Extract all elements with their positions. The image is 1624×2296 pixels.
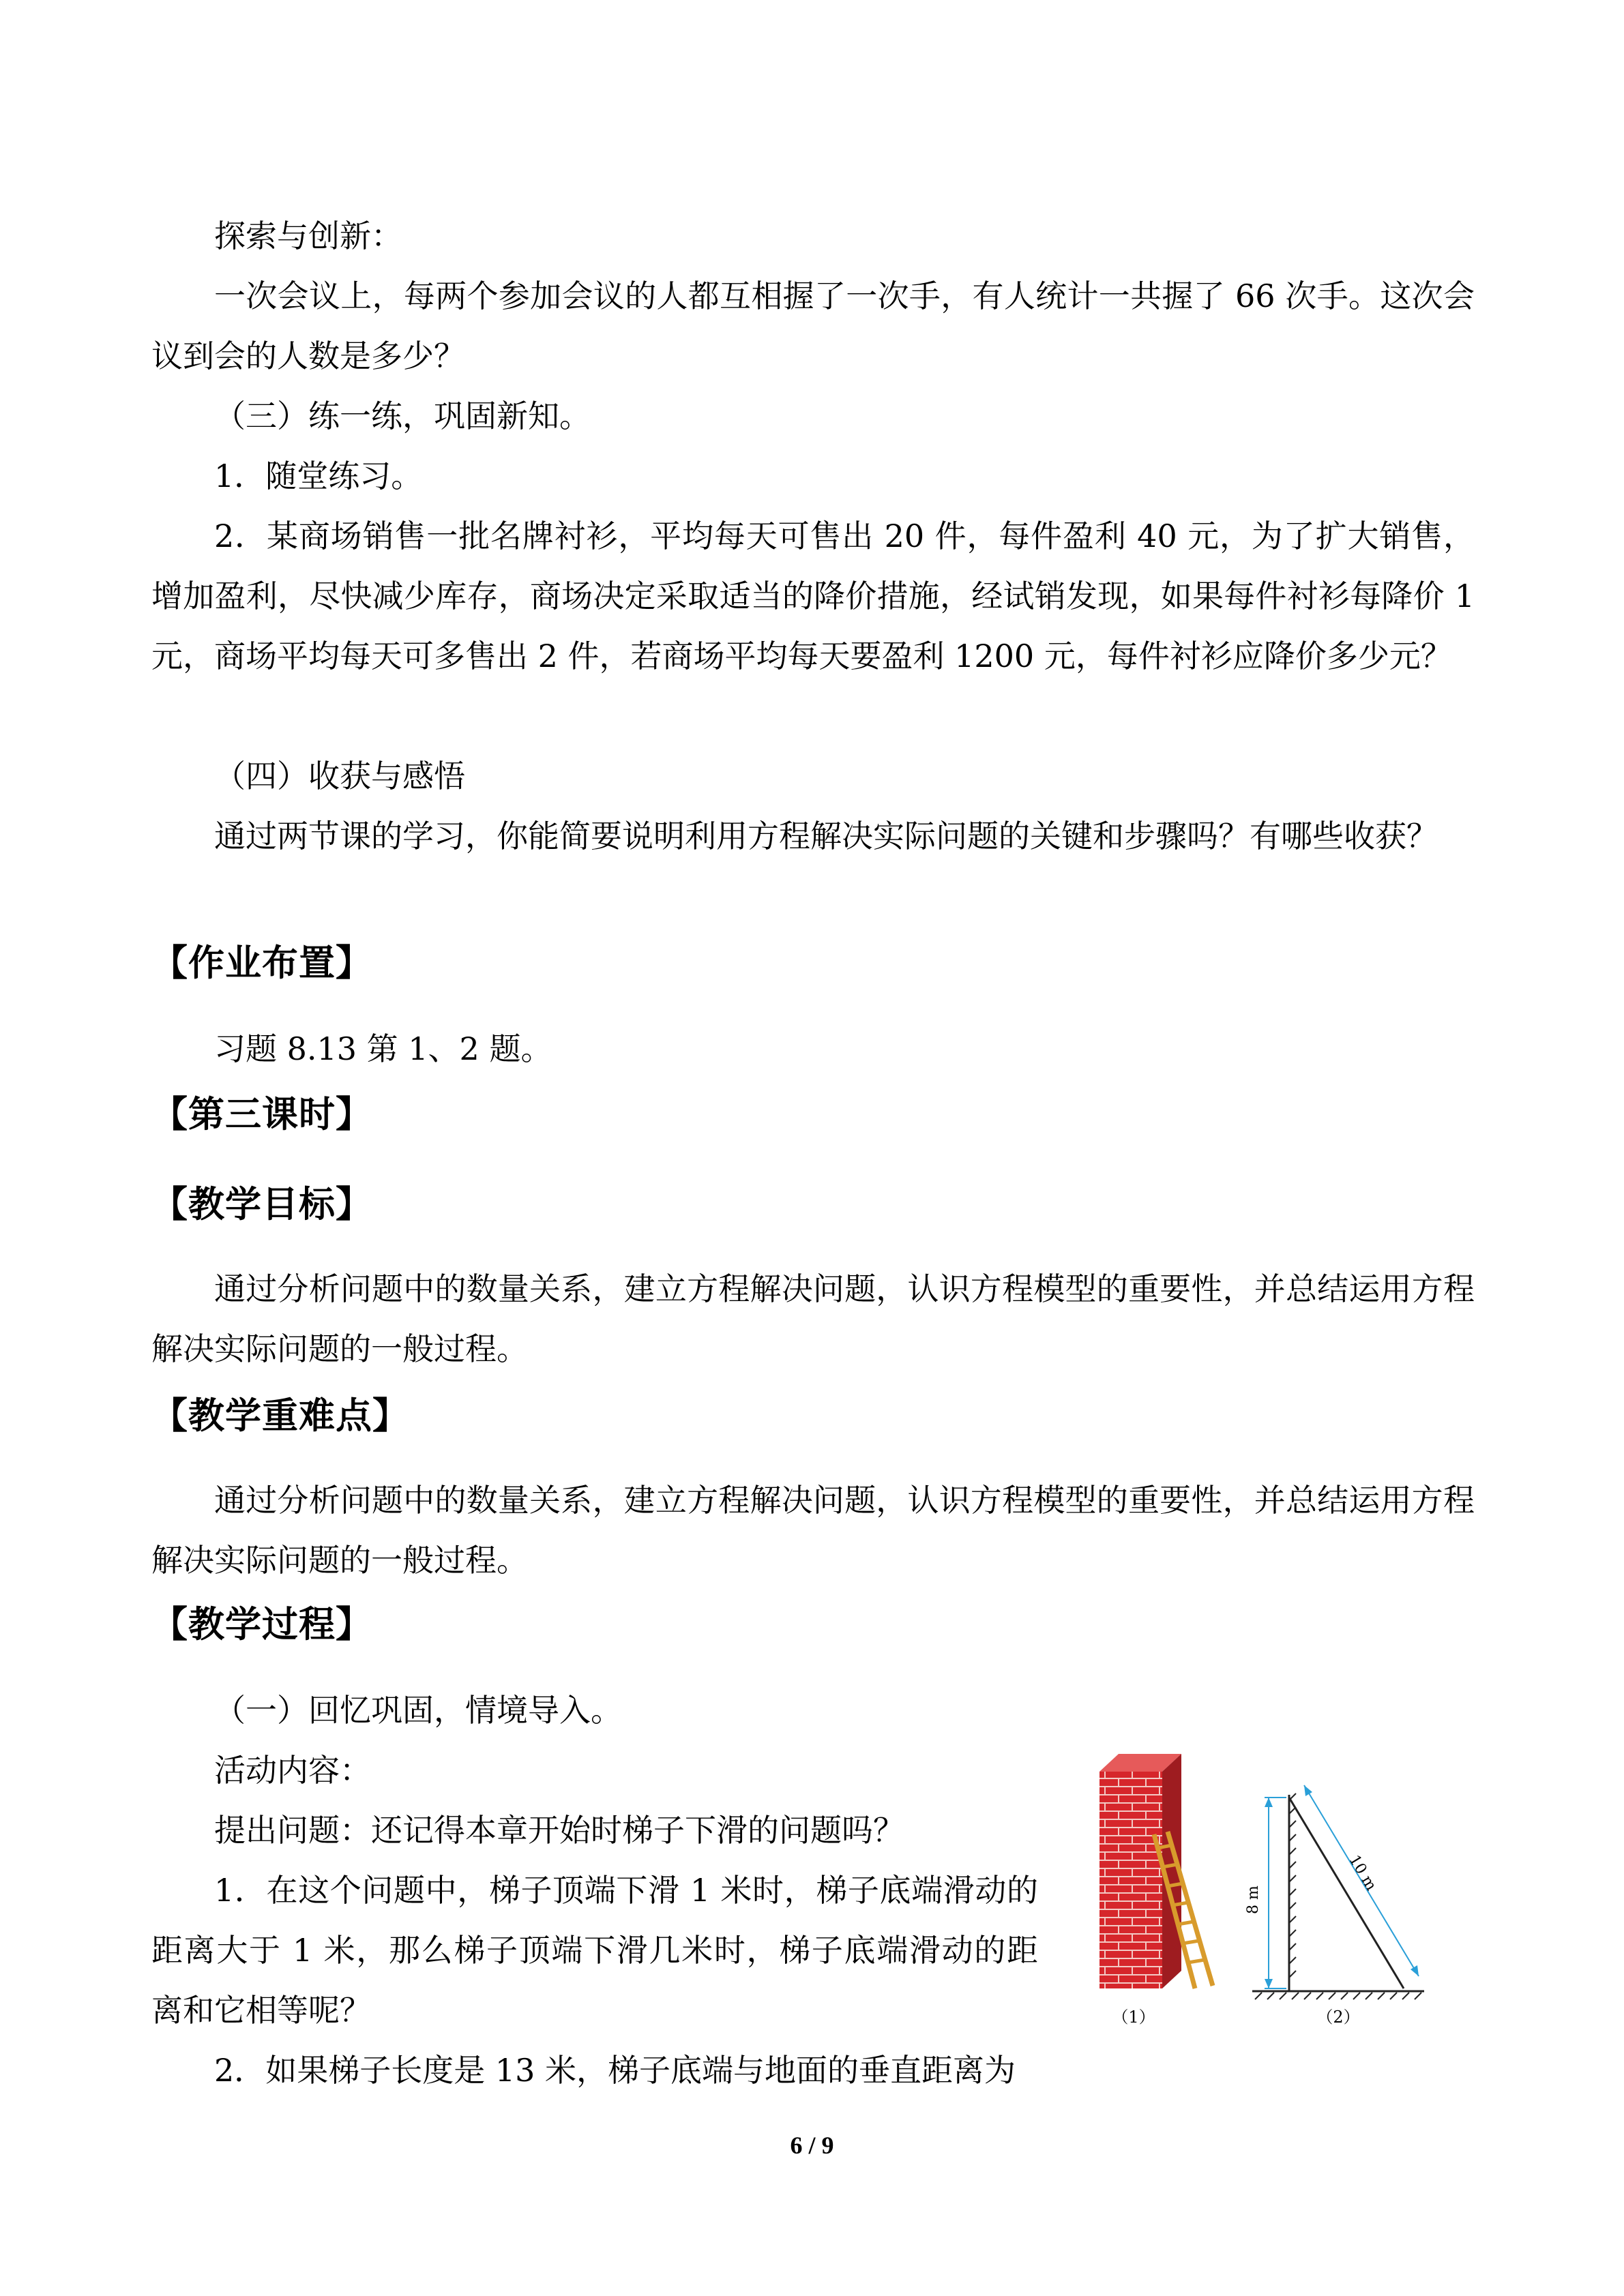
section4-body: 通过两节课的学习，你能简要说明利用方程解决实际问题的关键和步骤吗？有哪些收获？: [214, 818, 1438, 854]
section4-title: （四）收获与感悟: [214, 758, 465, 794]
goal-body: 通过分析问题中的数量关系，建立方程解决问题，认识方程模型的重要性，并总结运用方程解决实际问题的一般过程。: [151, 1270, 1475, 1367]
keypoint-body: 通过分析问题中的数量关系，建立方程解决问题，认识方程模型的重要性，并总结运用方程解决实际问题的一般过程。: [151, 1482, 1475, 1579]
review-title: （一）回忆巩固，情境导入。: [214, 1692, 622, 1729]
ladder-figure: [1091, 1746, 1432, 2032]
practice-2: 2．某商场销售一批名牌衬衫，平均每天可售出 20 件，每件盈利 40 元，为了扩大销售，增加盈利，尽快减少库存，商场决定采取适当的降价措施，经试销发现，如果每件衬衫每降价 1 元，商场平均每天可多售出 2 件，若商场平均每天要盈利 1200 元，每件衬衫应降价多少元？: [151, 518, 1475, 674]
keypoint-heading: 【教学重难点】: [151, 1395, 409, 1437]
height-label: 8 m: [1245, 1885, 1262, 1914]
page-number: 6 / 9: [790, 2132, 834, 2159]
homework-heading: 【作业布置】: [151, 942, 372, 984]
figure-label-2: （2）: [1316, 2008, 1360, 2027]
lesson3-heading: 【第三课时】: [151, 1093, 372, 1135]
process-heading: 【教学过程】: [151, 1603, 372, 1645]
question-1: 1．在这个问题中，梯子顶端下滑 1 米时，梯子底端滑动的距离大于 1 米，那么梯子顶端下滑几米时，梯子底端滑动的距离和它相等呢？: [151, 1872, 1038, 2029]
figure-label-1: （1）: [1112, 2008, 1155, 2027]
ladder-length-label: 10 m: [1345, 1852, 1380, 1894]
explore-body: 一次会议上，每两个参加会议的人都互相握了一次手，有人统计一共握了 66 次手。这次会议到会的人数是多少？: [151, 278, 1475, 374]
wall-front: [1099, 1772, 1162, 1988]
section3-title: （三）练一练，巩固新知。: [214, 398, 591, 434]
practice-1: 1．随堂练习。: [214, 458, 423, 494]
homework-body: 习题 8.13 第 1、2 题。: [214, 1030, 552, 1067]
question-2: 2．如果梯子长度是 13 米，梯子底端与地面的垂直距离为: [214, 2052, 1016, 2089]
explore-title: 探索与创新：: [214, 218, 402, 254]
diagram-2: [1245, 1785, 1424, 1999]
activity-title: 活动内容：: [214, 1752, 371, 1789]
question-intro: 提出问题：还记得本章开始时梯子下滑的问题吗？: [214, 1812, 904, 1849]
goal-heading: 【教学目标】: [151, 1183, 372, 1225]
